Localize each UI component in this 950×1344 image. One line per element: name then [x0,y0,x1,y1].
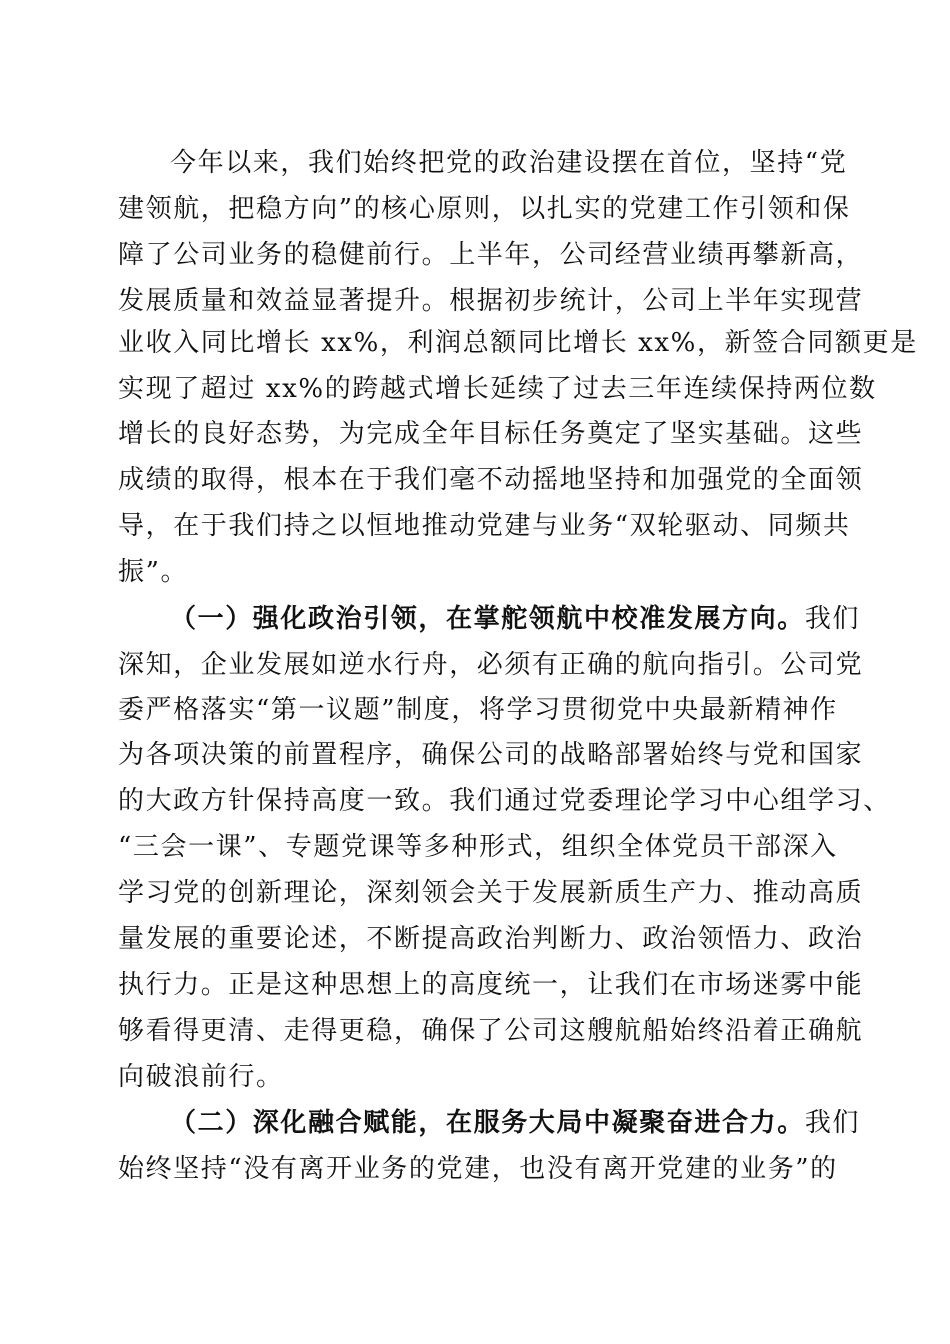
section-2-first-line [170,1103,860,1143]
paragraph-1-line-3: 障了公司业务的稳健前行。上半年，公司经营业绩再攀新高， [118,240,864,270]
section-1-line-4: 为各项决策的前置程序，确保公司的战略部署始终与党和国家 [118,740,864,770]
paragraph-1-line-9: 导，在于我们持之以恒地推动党建与业务“双轮驱动、同频共 [118,511,851,541]
section-1-line-5: 的大政方针保持高度一致。我们通过党委理论学习中心组学习、 [118,786,891,816]
section-1-line-10: 够看得更清、走得更稳，确保了公司这艘航船始终沿着正确航 [118,1016,864,1046]
paragraph-1-line-8: 成绩的取得，根本在于我们毫不动摇地坚持和加强党的全面领 [118,465,864,495]
section-1-line-2: 深知，企业发展如逆水行舟，必须有正确的航向指引。公司党 [118,650,864,680]
paragraph-1-line-2: 建领航，把稳方向”的核心原则，以扎实的党建工作引领和保 [118,194,851,224]
paragraph-1-line-10: 振”。 [118,557,189,587]
section-2-line-2: 始终坚持“没有离开业务的党建，也没有离开党建的业务”的 [118,1154,838,1184]
section-1-line-3: 委严格落实“第一议题”制度，将学习贯彻党中央最新精神作 [118,695,838,725]
section-1-line-8: 量发展的重要论述，不断提高政治判断力、政治领悟力、政治 [118,924,864,954]
section-1-line-7: 学习党的创新理论，深刻领会关于发展新质生产力、推动高质 [118,878,864,908]
section-1-line-9: 执行力。正是这种思想上的高度统一，让我们在市场迷雾中能 [118,970,864,1000]
section-1-first-line [170,599,860,639]
section-1-first-line-rest: 我们 [804,604,861,634]
paragraph-1-line-5: 业收入同比增长 xx%，利润总额同比增长 xx%，新签合同额更是 [118,328,918,358]
section-2-heading: （二）深化融合赋能，在服务大局中凝聚奋进合力。 [170,1108,805,1138]
section-1-line-11: 向破浪前行。 [118,1062,284,1092]
paragraph-1-line-6: 实现了超过 xx%的跨越式增长延续了过去三年连续保持两位数 [118,374,877,404]
section-1-line-6: “三会一课”、专题党课等多种形式，组织全体党员干部深入 [118,832,838,862]
paragraph-1-line-7: 增长的良好态势，为完成全年目标任务奠定了坚实基础。这些 [118,419,864,449]
paragraph-1-line-1: 今年以来，我们始终把党的政治建设摆在首位，坚持“党 [170,148,848,178]
section-2-first-line-rest: 我们 [804,1108,861,1138]
paragraph-1-line-4: 发展质量和效益显著提升。根据初步统计，公司上半年实现营 [118,286,864,316]
section-1-heading: （一）强化政治引领，在掌舵领航中校准发展方向。 [170,604,805,634]
